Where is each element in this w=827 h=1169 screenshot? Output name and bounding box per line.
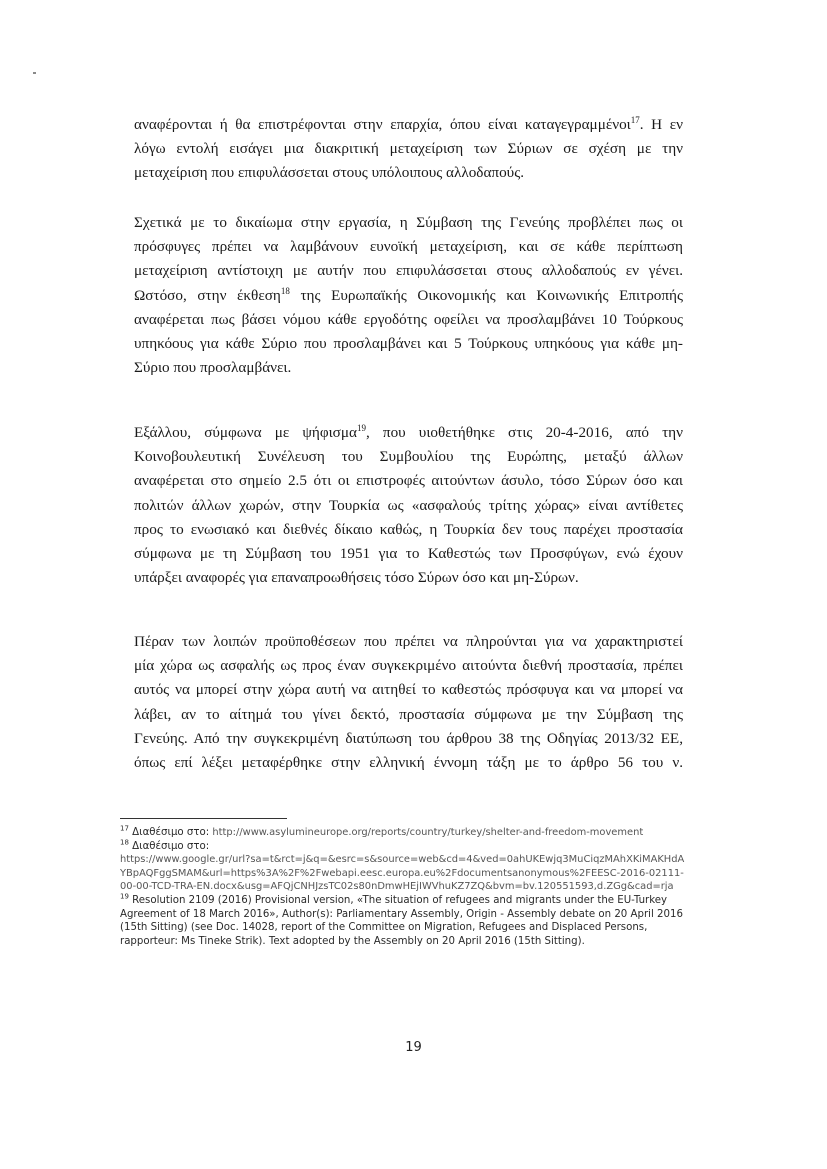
paragraph-line: αναφέρεται στο σημείο 2.5 ότι οι επιστροφές αιτούντων άσυλο, τόσο Σύρων όσο και: [134, 472, 683, 490]
footnote-ref-17[interactable]: 17: [630, 114, 640, 125]
paragraph-line: αυτός να μπορεί στην χώρα αυτή να αιτηθεί το καθεστώς πρόσφυγα και να μπορεί να: [134, 681, 683, 699]
paragraph-line: όπως επί λέξει μεταφέρθηκε στην ελληνική έννομη τάξη με το άρθρο 56 του ν.: [134, 754, 683, 772]
paragraph-line: Σχετικά με το δικαίωμα στην εργασία, η Σύμβαση της Γενεύης προβλέπει πως οι: [134, 214, 683, 231]
paragraph-line: σύμφωνα με τη Σύμβαση του 1951 για το Καθεστώς των Προσφύγων, ενώ έχουν: [134, 545, 683, 563]
paragraph-line: αναφέρονται ή θα επιστρέφονται στην επαρχία, όπου είναι καταγεγραμμένοι$^{17}$. Η εν: [134, 114, 683, 133]
paragraph-line: Πέραν των λοιπών προϋποθέσεων που πρέπει να πληρούνται για να χαρακτηριστεί: [134, 633, 683, 650]
paragraph-4: [134, 630, 683, 775]
scan-speck: [33, 72, 36, 74]
paragraph-2: [134, 211, 683, 380]
footnote-ref-19[interactable]: 19: [356, 422, 366, 433]
paragraph-line: υπηκόους για κάθε Σύριο που προσλαμβάνει και 5 Τούρκους υπηκόους για κάθε μη-: [134, 335, 683, 353]
paragraph-line: Ωστόσο, στην έκθεση$^{18}$ της Ευρωπαϊκής Οικονομικής και Κοινωνικής Επιτροπής: [134, 285, 683, 304]
paragraph-line: λόγω εντολή εισάγει μια διακριτική μεταχείριση των Σύριων σε σχέση με την: [134, 140, 683, 158]
footnote-link[interactable]: https://www.google.gr/url?sa=t&rct=j&q=&esrc=s&source=web&cd=4&ved=0ahUKEwjq3MuCiqzMAhXKiMAKHdAYBpAQFggSMAM&url=https%3A%2F%2Fwebapi.eesc.europa.eu%2Fdocumentsanonymous%2FEESC-2016-02111-00-00-TCD-TRA-EN.docx&usg=AFQjCNHJzsTC02s80nDmwHEjIWVhuKZ7ZQ&bvm=bv.120551593,d.ZGg&cad=rja: [120, 854, 685, 893]
paragraph-line: Κοινοβουλευτική Συνέλευση του Συμβουλίου της Ευρώπης, μεταξύ άλλων: [134, 448, 683, 466]
footnote-19: $^{19}$ Resolution 2109 (2016) Provisional version, «The situation of refugees and migrants under the EU-Turkey Agreement of 18 March 2016», Author(s): Parliamentary Assembly, Origin - Assembly debate on 20 April 2016 (15th Sitting) (see Doc. 14028, report of the Committee on Migration, Refugees and Displaced Persons, rapporteur: Ms Tineke Strik). Text adopted by the Assembly on 20 April 2016 (15th Sitting).: [120, 892, 683, 947]
paragraph-line: υπάρξει αναφορές για επαναπροωθήσεις τόσο Σύρων όσο και μη-Σύρων.: [134, 569, 579, 587]
paragraph-line: πολιτών άλλων χωρών, στην Τουρκία ως «ασφαλούς τρίτης χώρας» είναι αντίθετες: [134, 496, 683, 514]
footnote-link[interactable]: http://www.asylumineurope.org/reports/country/turkey/shelter-and-freedom-movement: [212, 827, 644, 838]
paragraph-line: αναφέρεται πως βάσει νόμου κάθε εργοδότης οφείλει να προσλαμβάνει 10 Τούρκους: [134, 310, 683, 328]
footnotes: [120, 826, 685, 948]
footnote-18: $^{18}$ Διαθέσιμο στο: https://www.google.gr/url?sa=t&rct=j&q=&esrc=s&source=web&cd=4&ved=0ahUKEwjq3MuCiqzMAhXKiMAKHdAYBpAQFggSMAM&url=https%3A%2F%2Fwebapi.eesc.europa.eu%2Fdocumentsanonymous%2FEESC-2016-02111-00-00-TCD-TRA-EN.docx&usg=AFQjCNHJzsTC02s80nDmwHEjIWVhuKZ7ZQ&bvm=bv.120551593,d.ZGg&cad=rja: [120, 838, 685, 893]
footnote-ref-18[interactable]: 18: [280, 285, 290, 296]
paragraph-3: [134, 421, 683, 590]
footnote-17: $^{17}$ Διαθέσιμο στο: http://www.asylumineurope.org/reports/country/turkey/shelter-and-freedom-movement: [120, 824, 644, 838]
paragraph-line: μεταχείριση αντίστοιχη με αυτήν που επιφυλάσσεται στους αλλοδαπούς εν γένει.: [134, 262, 683, 280]
paragraph-line: μία χώρα ως ασφαλής ως προς έναν συγκεκριμένο αιτούντα διεθνή προστασία, πρέπει: [134, 657, 683, 675]
paragraph-line: μεταχείριση που επιφυλάσσεται στους υπόλοιπους αλλοδαπούς.: [134, 164, 525, 182]
paragraph-line: Γενεύης. Από την συγκεκριμένη διατύπωση του άρθρου 38 της Οδηγίας 2013/32 ΕΕ,: [134, 729, 683, 747]
paragraph-1: [134, 113, 683, 186]
paragraph-line: λάβει, αν το αίτημά του γίνει δεκτό, προστασία σύμφωνα με την Σύμβαση της: [134, 705, 683, 723]
paragraph-line: προς το ενωσιακό και διεθνές δίκαιο καθώς, η Τουρκία δεν τους παρέχει προστασία: [134, 520, 683, 538]
footnote-separator: [120, 818, 287, 819]
page-number: 19: [405, 1040, 422, 1055]
paragraph-line: Εξάλλου, σύμφωνα με ψήφισμα$^{19}$, που υιοθετήθηκε στις 20-4-2016, από την: [134, 422, 683, 441]
paragraph-line: πρόσφυγες πρέπει να λαμβάνουν ευνοϊκή μεταχείριση, και σε κάθε περίπτωση: [134, 238, 683, 256]
paragraph-line: Σύριο που προσλαμβάνει.: [134, 359, 292, 377]
